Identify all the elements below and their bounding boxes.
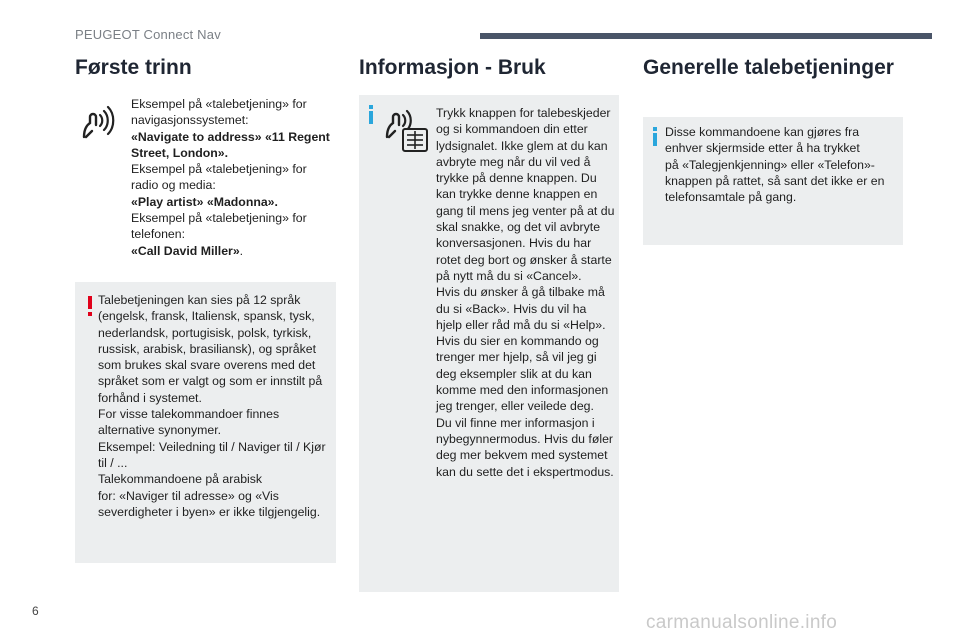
info-marker-dot <box>653 127 657 131</box>
example-line <box>131 243 341 259</box>
page-number: 6 <box>32 604 39 618</box>
voice-command-icon <box>78 103 116 141</box>
usage-line: trykke på denne knappen. Du <box>436 171 597 186</box>
usage-line: avbryte meg når du vil ved å <box>436 154 591 169</box>
usage-line: kan du sette det i ekspertmodus. <box>436 464 614 479</box>
example-line <box>131 177 341 193</box>
document-header: PEUGEOT Connect Nav <box>75 27 221 42</box>
example-line-text: Eksempel på «talebetjening» for <box>131 211 307 226</box>
usage-line: kan trykke denne knappen en <box>436 187 598 202</box>
usage-line: rotet deg bort og ønsker å starte <box>436 252 612 267</box>
warning-line: som brukes skal svare overens med det <box>98 358 316 373</box>
usage-info-text <box>436 105 618 480</box>
general-commands-text <box>665 124 901 205</box>
example-line-text: radio og media: <box>131 178 216 193</box>
warning-line: (engelsk, fransk, Italiensk, spansk, tysk, <box>98 309 315 324</box>
usage-line: gang til mens jeg venter på at du <box>436 203 615 218</box>
example-line-text: «Play artist» «Madonna». <box>131 194 278 209</box>
example-line-suffix: . <box>239 243 244 258</box>
steering-wheel-voice-button-icon <box>383 107 431 153</box>
usage-line: lydsignalet. Ikke glem at du kan <box>436 138 608 153</box>
example-line-text: «Call David Miller» <box>131 243 240 258</box>
usage-line: nybegynnermodus. Hvis du føler <box>436 431 614 446</box>
watermark: carmanualsonline.info <box>646 612 838 633</box>
warning-line: russisk, arabisk, brasiliansk), og språket <box>98 341 317 356</box>
voice-examples-text <box>131 96 341 259</box>
usage-line: jeg trenger, eller veilede deg. <box>436 399 594 414</box>
example-line <box>131 129 341 145</box>
general-line: knappen på rattet, så sant det ikke er en <box>665 173 885 188</box>
warning-line: For visse talekommandoer finnes <box>98 407 280 422</box>
warning-line: forhånd i systemet. <box>98 390 202 405</box>
warning-line: nederlandsk, portugisisk, polsk, tyrkisk, <box>98 325 312 340</box>
warning-text <box>98 292 334 520</box>
usage-line: deg mer bekvem med systemet <box>436 448 608 463</box>
usage-line: du si «Back». Hvis du vil ha <box>436 301 587 316</box>
warning-line: Talekommandoene på arabisk <box>98 472 263 487</box>
example-line <box>131 210 341 226</box>
info-box-general <box>643 117 903 245</box>
warning-line: språket som er valgt og som er innstilt på <box>98 374 323 389</box>
usage-line: deg eksempler slik at du kan <box>436 366 592 381</box>
warning-line: Eksempel: Veiledning til / Naviger til / Kjør <box>98 439 326 454</box>
info-box-usage <box>359 95 619 592</box>
general-line: på «Talegjenkjenning» eller «Telefon»- <box>665 157 875 172</box>
usage-line: på nytt må du si «Cancel». <box>436 268 582 283</box>
usage-line: Hvis du ønsker å gå tilbake må <box>436 285 605 300</box>
example-line <box>131 145 341 161</box>
example-line-text: telefonen: <box>131 227 186 242</box>
general-line: enhver skjermside etter å ha trykket <box>665 141 860 156</box>
example-line-text: «Navigate to address» «11 Regent <box>131 129 330 144</box>
example-line-text: Street, London». <box>131 145 229 160</box>
example-line-text: navigasjonssystemet: <box>131 113 249 128</box>
warning-line: severdigheter i byen» er ikke tilgjengelig. <box>98 504 321 519</box>
example-line <box>131 112 341 128</box>
warning-box <box>75 282 336 563</box>
warning-line: for: «Naviger til adresse» og «Vis <box>98 488 279 503</box>
usage-line: hjelp eller råd må du si «Help». <box>436 317 606 332</box>
usage-line: skal snakke, og det vil avbryte <box>436 220 601 235</box>
info-marker <box>369 111 373 124</box>
usage-line: trenger mer hjelp, så vil jeg gi <box>436 350 597 365</box>
general-line: Disse kommandoene kan gjøres fra <box>665 125 860 139</box>
header-bar <box>480 33 932 39</box>
section-title-generelle-talebetjeninger: Generelle talebetjeninger <box>643 56 894 79</box>
usage-line: komme med den informasjonen <box>436 383 609 398</box>
usage-line: konversasjonen. Hvis du har <box>436 236 592 251</box>
info-marker <box>653 133 657 146</box>
example-line <box>131 194 341 210</box>
usage-line: og si kommandoen din etter <box>436 122 588 137</box>
example-line <box>131 161 341 177</box>
usage-line: Trykk knappen for talebeskjeder <box>436 106 611 120</box>
warning-marker <box>88 296 92 309</box>
example-line-text: Eksempel på «talebetjening» for <box>131 162 307 177</box>
example-line <box>131 96 341 112</box>
section-title-informasjon-bruk: Informasjon - Bruk <box>359 56 546 79</box>
usage-line: Hvis du sier en kommando og <box>436 334 599 349</box>
warning-line: alternative synonymer. <box>98 423 222 438</box>
usage-line: Du vil finne mer informasjon i <box>436 415 595 430</box>
example-line-text: Eksempel på «talebetjening» for <box>131 97 307 111</box>
section-title-forste-trinn: Første trinn <box>75 56 192 79</box>
general-line: telefonsamtale på gang. <box>665 190 797 205</box>
warning-line: Talebetjeningen kan sies på 12 språk <box>98 293 301 307</box>
warning-marker-dot <box>88 312 92 316</box>
warning-line: til / ... <box>98 455 128 470</box>
example-line <box>131 226 341 242</box>
info-marker-dot <box>369 105 373 109</box>
